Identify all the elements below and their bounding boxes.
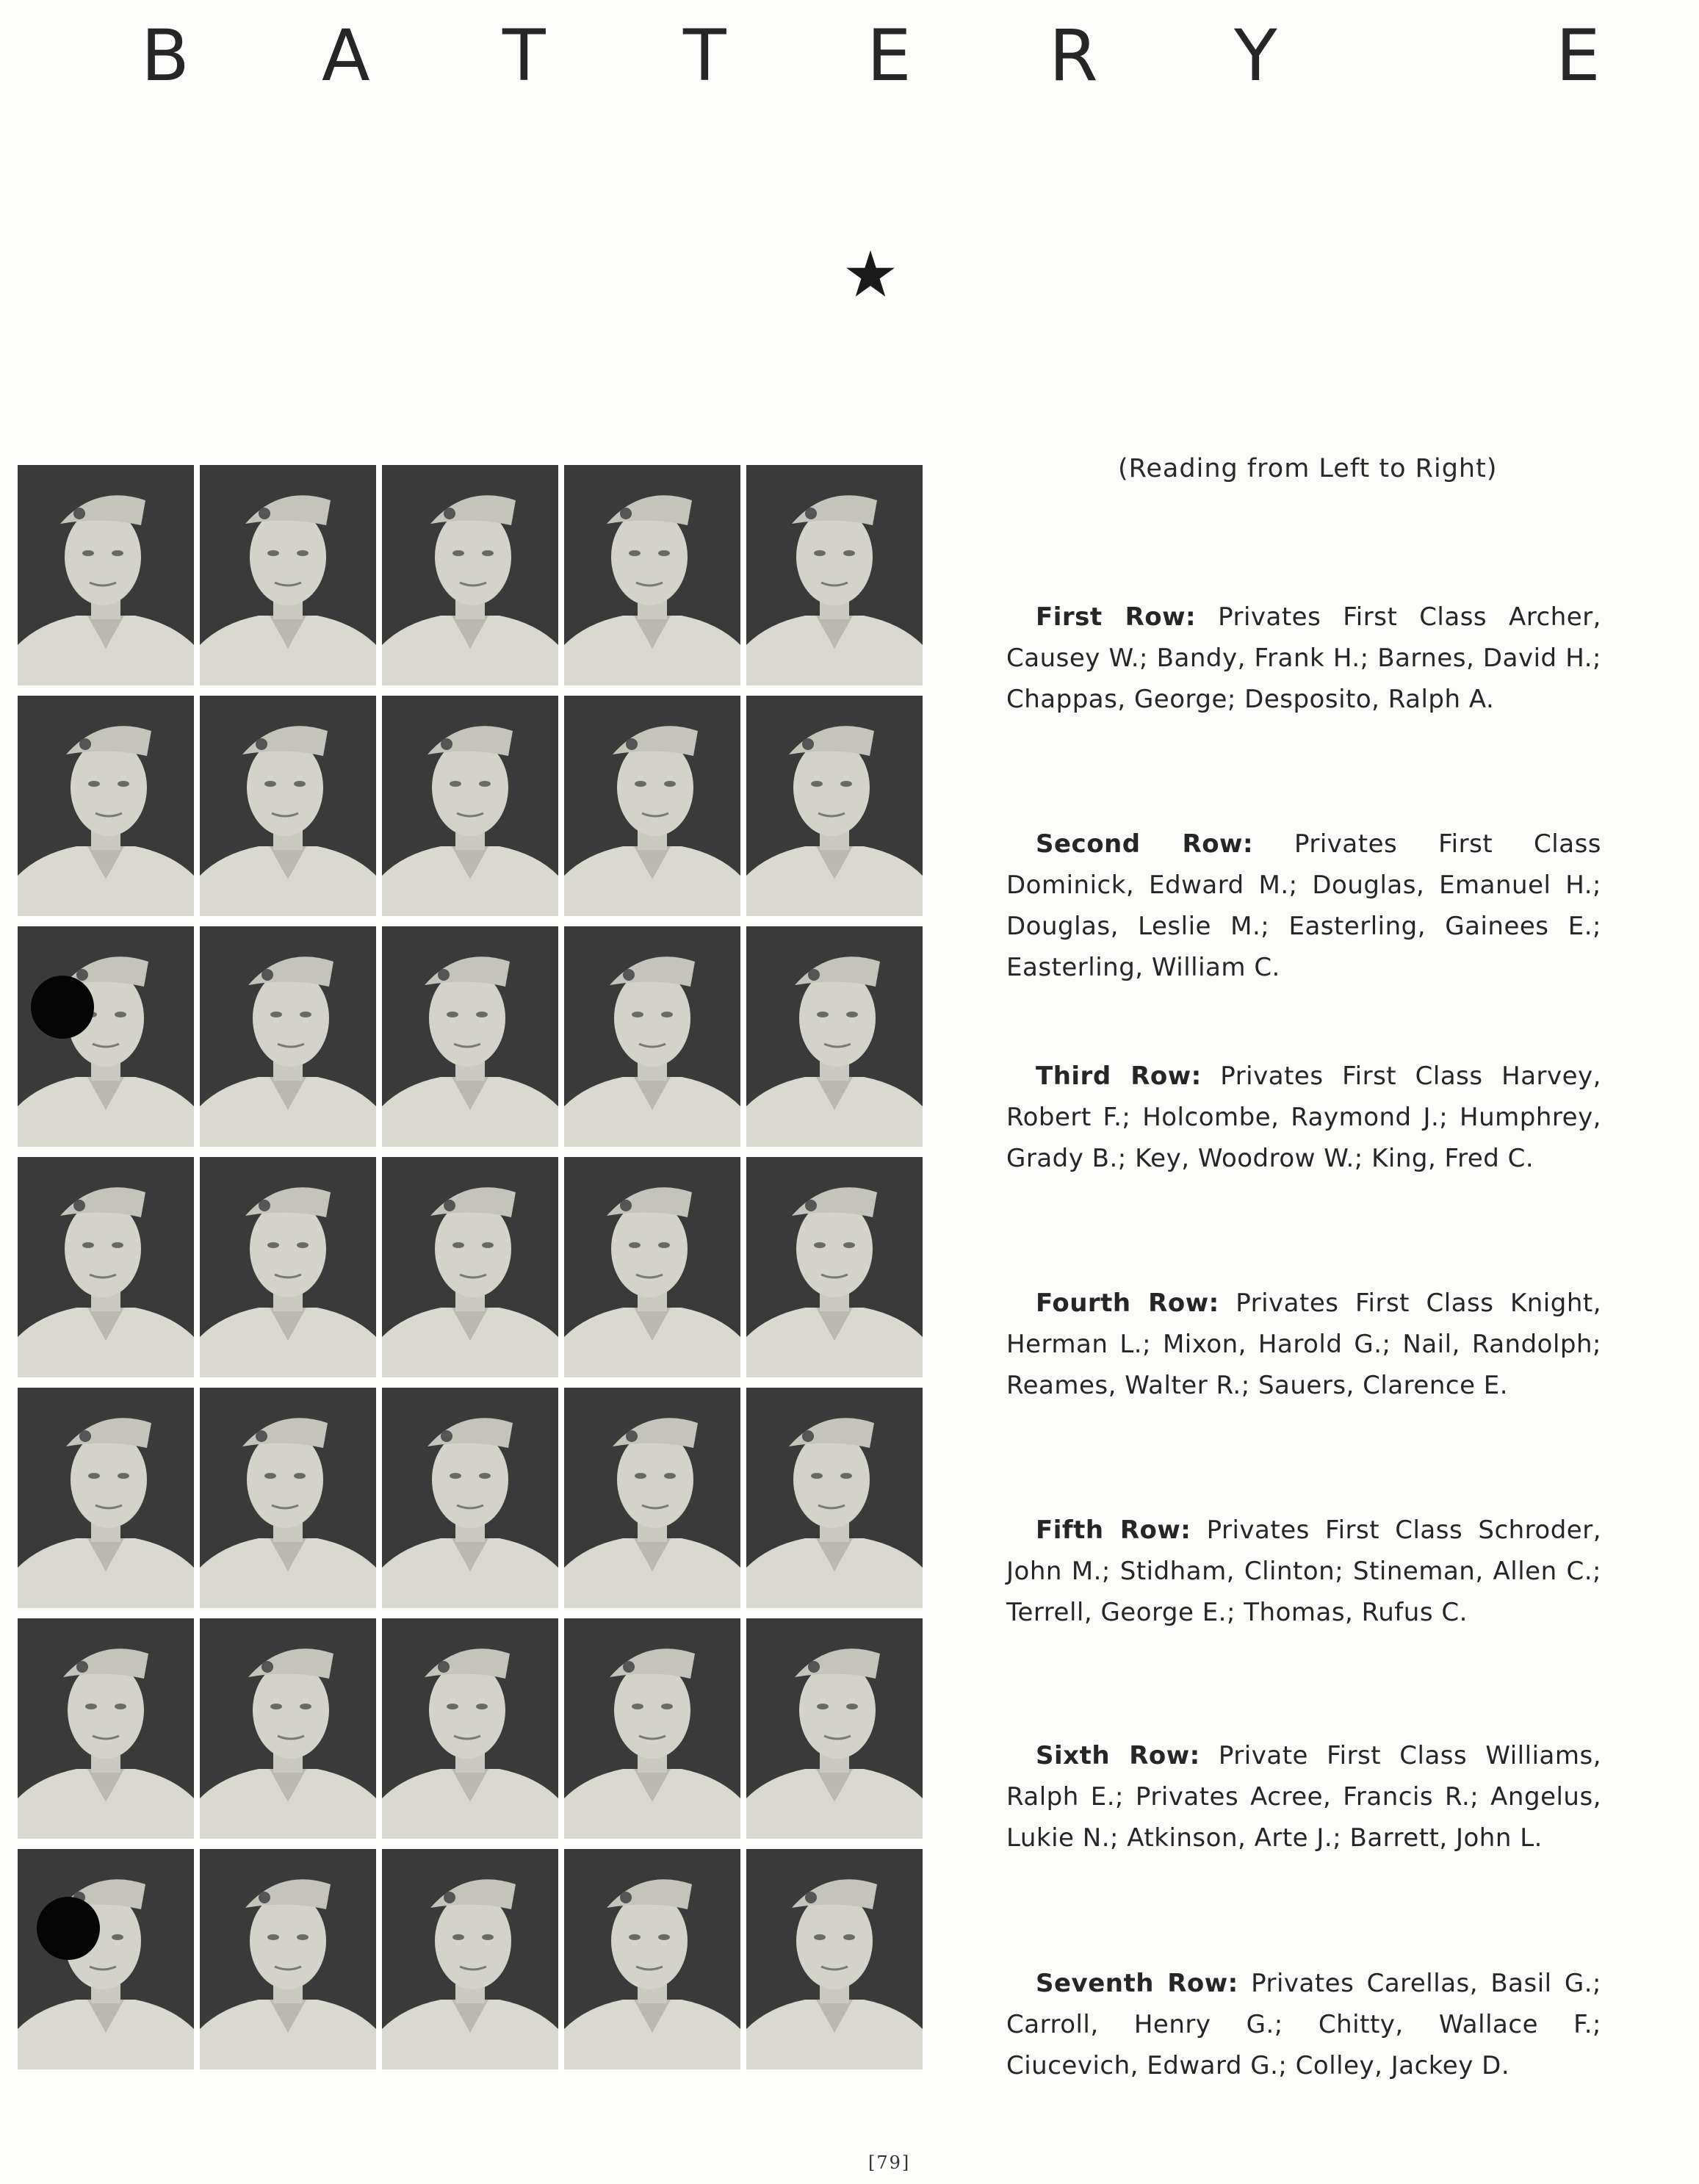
row-caption-text: Privates First Class Knight, Herman L.; Mixon, Harold G.; Nail, Randolph; Reames, Walter R.; Sauers, Clarence E. xyxy=(1006,1289,1602,1400)
photo-grid xyxy=(18,465,928,2107)
row-caption-text: Privates First Class Harvey, Robert F.; Holcombe, Raymond J.; Humphrey, Grady B.; Key, Woodrow W.; King, Fred C. xyxy=(1006,1062,1601,1173)
row-caption-text: Privates First Class Archer, Causey W.; Bandy, Frank H.; Barnes, David H.; Chappas, George; Desposito, Ralph A. xyxy=(1006,602,1601,714)
portrait-photo xyxy=(564,696,740,916)
punch-hole-upper xyxy=(31,976,94,1039)
portrait-photo xyxy=(18,1849,194,2069)
portrait-photo xyxy=(18,696,194,916)
portrait-photo xyxy=(200,1849,376,2069)
portrait-photo xyxy=(382,1849,558,2069)
title-letter-e1: E xyxy=(867,15,912,97)
portrait-photo xyxy=(382,926,558,1147)
portrait-photo xyxy=(200,1157,376,1377)
portrait-photo xyxy=(18,1157,194,1377)
reading-note: (Reading from Left to Right) xyxy=(1118,454,1498,483)
row-caption-3 xyxy=(1006,1056,1601,1179)
portrait-photo xyxy=(746,465,923,685)
portrait-photo xyxy=(382,696,558,916)
portrait-photo xyxy=(382,1388,558,1608)
portrait-photo xyxy=(746,696,923,916)
portrait-photo xyxy=(18,926,194,1147)
row-caption-lead: Third Row: xyxy=(1036,1062,1202,1091)
portrait-photo xyxy=(564,1388,740,1608)
portrait-photo xyxy=(200,1618,376,1839)
row-caption-lead: First Row: xyxy=(1036,602,1197,632)
portrait-photo xyxy=(200,1388,376,1608)
row-caption-2 xyxy=(1006,823,1601,988)
row-caption-text: Privates Carellas, Basil G.; Carroll, Henry G.; Chitty, Wallace F.; Ciucevich, Edward G.; Colley, Jackey D. xyxy=(1006,1969,1601,2080)
row-caption-text: Privates First Class Dominick, Edward M.; Douglas, Emanuel H.; Douglas, Leslie M.; Easterling, Gainees E.; Easterling, William C. xyxy=(1006,829,1601,982)
portrait-photo xyxy=(382,465,558,685)
row-caption-lead: Seventh Row: xyxy=(1036,1969,1238,1998)
portrait-photo xyxy=(564,465,740,685)
portrait-photo xyxy=(746,1388,923,1608)
title-letter-t2: T xyxy=(683,15,726,97)
portrait-photo xyxy=(746,1157,923,1377)
portrait-photo xyxy=(564,926,740,1147)
portrait-photo xyxy=(564,1618,740,1839)
punch-hole-lower xyxy=(37,1897,100,1960)
portrait-photo xyxy=(746,926,923,1147)
title-letter-b: B xyxy=(141,15,190,97)
row-caption-lead: Second Row: xyxy=(1036,829,1254,859)
row-caption-text: Privates First Class Schroder, John M.; Stidham, Clinton; Stineman, Allen C.; Terrell, George E.; Thomas, Rufus C. xyxy=(1006,1516,1602,1627)
title-letter-e2: E xyxy=(1556,15,1601,97)
title-letter-r: R xyxy=(1049,15,1098,97)
portrait-photo xyxy=(200,465,376,685)
portrait-photo xyxy=(200,926,376,1147)
portrait-photo xyxy=(18,465,194,685)
star-icon xyxy=(845,248,896,300)
portrait-photo xyxy=(382,1157,558,1377)
row-caption-6 xyxy=(1006,1735,1601,1859)
title-letter-a: A xyxy=(322,15,370,97)
page-number: [79] xyxy=(868,2152,911,2173)
row-caption-1 xyxy=(1006,597,1601,720)
row-caption-7 xyxy=(1006,1963,1601,2086)
title-letter-y: Y xyxy=(1234,15,1277,97)
row-caption-lead: Fifth Row: xyxy=(1036,1516,1191,1545)
portrait-photo xyxy=(746,1618,923,1839)
row-caption-5 xyxy=(1006,1510,1601,1633)
portrait-photo xyxy=(18,1618,194,1839)
portrait-photo xyxy=(564,1849,740,2069)
row-caption-lead: Fourth Row: xyxy=(1036,1289,1219,1318)
portrait-photo xyxy=(18,1388,194,1608)
portrait-photo xyxy=(564,1157,740,1377)
title-letter-t1: T xyxy=(502,15,546,97)
row-caption-4 xyxy=(1006,1283,1601,1406)
portrait-photo xyxy=(746,1849,923,2069)
row-caption-text: Private First Class Williams, Ralph E.; Privates Acree, Francis R.; Angelus, Lukie N.; Atkinson, Arte J.; Barrett, John L. xyxy=(1006,1741,1602,1853)
row-caption-lead: Sixth Row: xyxy=(1036,1741,1200,1770)
portrait-photo xyxy=(200,696,376,916)
portrait-photo xyxy=(382,1618,558,1839)
